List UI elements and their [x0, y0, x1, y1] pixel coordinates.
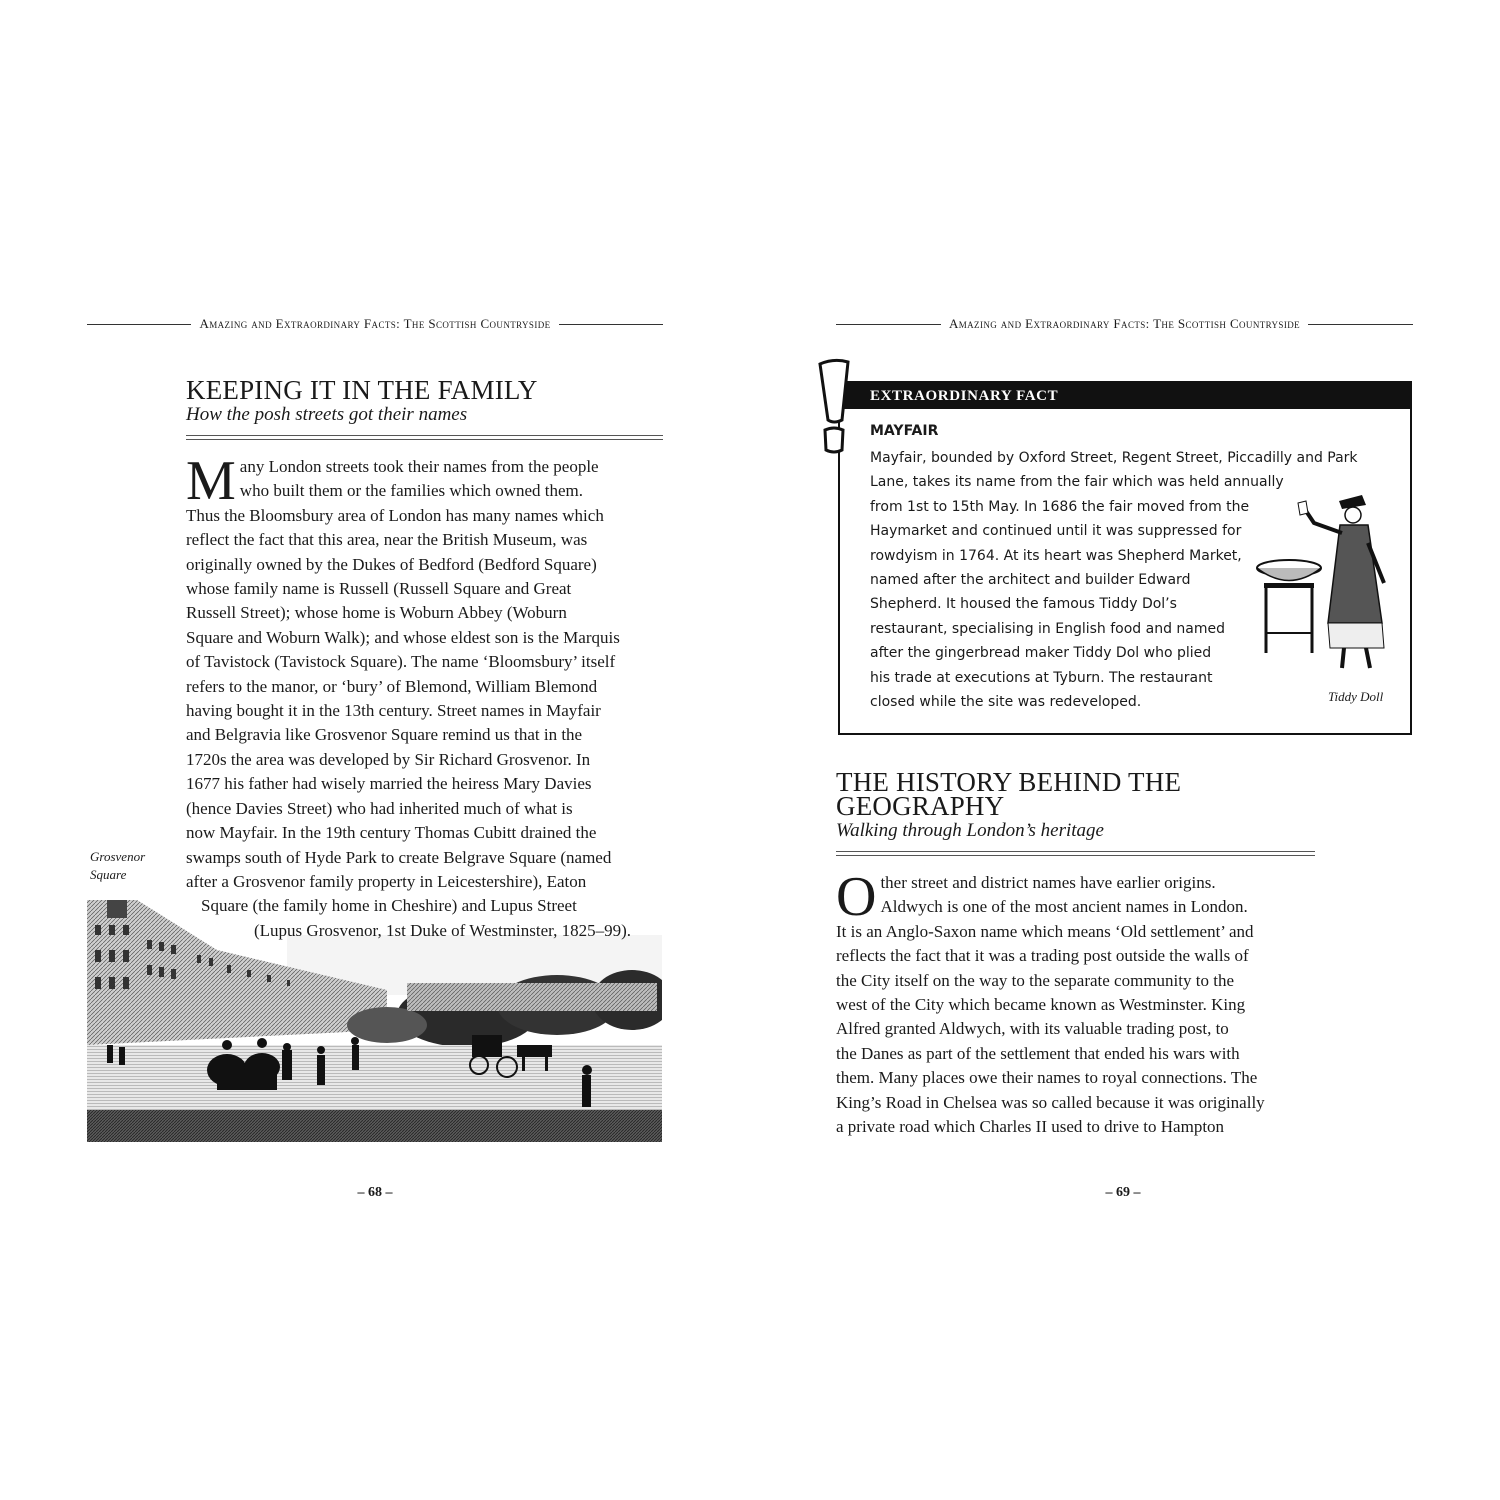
text-line: Russell Street); whose home is Woburn Abbey (Woburn [186, 603, 567, 623]
text-line: now Mayfair. In the 19th century Thomas Cubitt drained the [186, 823, 597, 843]
section-title [836, 767, 1182, 821]
fact-box-heading: MAYFAIR [870, 423, 939, 439]
text-line: having bought it in the 13th century. Street names in Mayfair [186, 701, 601, 721]
text-line: Lane, takes its name from the fair which was held annually [870, 474, 1284, 491]
section-subtitle: How the posh streets got their names [186, 404, 468, 425]
text-line: rowdyism in 1764. At its heart was Shepherd Market, [870, 547, 1242, 564]
running-head-rule [1308, 324, 1413, 325]
text-line: from 1st to 15th May. In 1686 the fair moved from the [870, 498, 1250, 515]
text-line: after the gingerbread maker Tiddy Dol who plied [870, 645, 1212, 662]
drop-cap: M [186, 450, 236, 512]
text-line: who built them or the families which owned them. [239, 481, 584, 501]
caption-line: Square [90, 867, 127, 882]
text-line: closed while the site was redeveloped. [870, 694, 1142, 711]
text-line: his trade at executions at Tyburn. The restaurant [870, 669, 1213, 686]
text-line: 1677 his father had wisely married the heiress Mary Davies [186, 774, 592, 794]
right-page [750, 0, 1500, 1500]
text-line: Aldwych is one of the most ancient names in London. [880, 897, 1248, 917]
text-line: Shepherd. It housed the famous Tiddy Dol’s [870, 596, 1177, 613]
section-subtitle: Walking through London’s heritage [836, 820, 1104, 841]
running-head-rule [87, 324, 191, 325]
text-line: whose family name is Russell (Russell Square and Great [186, 579, 572, 599]
text-line: and Belgravia like Grosvenor Square remind us that in the [186, 725, 583, 745]
text-line: King’s Road in Chelsea was so called because it was originally [836, 1092, 1265, 1112]
page-number: – 68 – [357, 1185, 393, 1200]
text-line: them. Many places owe their names to royal connections. The [836, 1068, 1258, 1088]
fact-image-caption: Tiddy Doll [1328, 689, 1384, 704]
section-title: KEEPING IT IN THE FAMILY [186, 375, 538, 405]
text-line: a private road which Charles II used to drive to Hampton [836, 1117, 1225, 1137]
title-rule [836, 851, 1315, 856]
text-line: of Tavistock (Tavistock Square). The name ‘Bloomsbury’ itself [186, 652, 616, 672]
text-line: west of the City which became known as Westminster. King [836, 995, 1246, 1015]
running-head-text: Amazing and Extraordinary Facts: The Scottish Countryside [948, 316, 1301, 331]
page-number: – 69 – [1105, 1185, 1141, 1200]
text-line: (Lupus Grosvenor, 1st Duke of Westminster, 1825–99). [254, 920, 632, 940]
text-line: originally owned by the Dukes of Bedford (Bedford Square) [186, 554, 597, 574]
body-text-right [836, 866, 1316, 1139]
text-line: Square (the family home in Cheshire) and Lupus Street [201, 896, 577, 916]
text-line: the City itself on the way to the separate community to the [836, 970, 1234, 990]
text-line: after a Grosvenor family property in Leicestershire), Eaton [186, 871, 587, 891]
text-line: named after the architect and builder Edward [870, 572, 1191, 589]
text-line: Mayfair, bounded by Oxford Street, Regent Street, Piccadilly and Park [870, 450, 1358, 466]
text-line: It is an Anglo-Saxon name which means ‘Old settlement’ and [836, 921, 1254, 941]
text-line: Alfred granted Aldwych, with its valuable trading post, to [836, 1019, 1229, 1039]
text-line: reflect the fact that this area, near the British Museum, was [186, 530, 588, 550]
title-rule [186, 435, 663, 440]
extraordinary-fact-box [838, 381, 1412, 735]
text-line: refers to the manor, or ‘bury’ of Blemond, William Blemond [186, 676, 598, 696]
drop-cap: O [836, 866, 877, 928]
text-line: reflects the fact that it was a trading post outside the walls of [836, 946, 1249, 966]
running-head-right [836, 314, 1413, 334]
image-caption [90, 848, 145, 884]
tiddy-doll-figure [1244, 483, 1404, 673]
running-head-rule [836, 324, 941, 325]
running-head-text: Amazing and Extraordinary Facts: The Scottish Countryside [199, 316, 551, 331]
text-line: (hence Davies Street) who had inherited much of what is [186, 798, 573, 818]
text-line: 1720s the area was developed by Sir Richard Grosvenor. In [186, 749, 591, 769]
text-line: Thus the Bloomsbury area of London has many names which [186, 505, 604, 525]
exclamation-icon [816, 358, 852, 458]
running-head-left [87, 314, 663, 334]
caption-line: Grosvenor [90, 849, 146, 864]
text-line: the Danes as part of the settlement that ended his wars with [836, 1043, 1240, 1063]
running-head-rule [559, 324, 663, 325]
text-line: Haymarket and continued until it was suppressed for [870, 523, 1242, 540]
title-line: GEOGRAPHY [836, 791, 1005, 821]
fact-box-header: EXTRAORDINARY FACT [840, 383, 1410, 409]
text-line: Square and Woburn Walk); and whose eldest son is the Marquis [186, 627, 620, 647]
text-line: restaurant, specialising in English food and named [870, 620, 1226, 637]
body-text-left [186, 450, 663, 943]
text-line: ther street and district names have earlier origins. [880, 873, 1216, 892]
title-line: THE HISTORY BEHIND THE [836, 767, 1182, 797]
text-line: swamps south of Hyde Park to create Belgrave Square (named [186, 847, 612, 867]
text-line: any London streets took their names from the people [239, 457, 599, 476]
